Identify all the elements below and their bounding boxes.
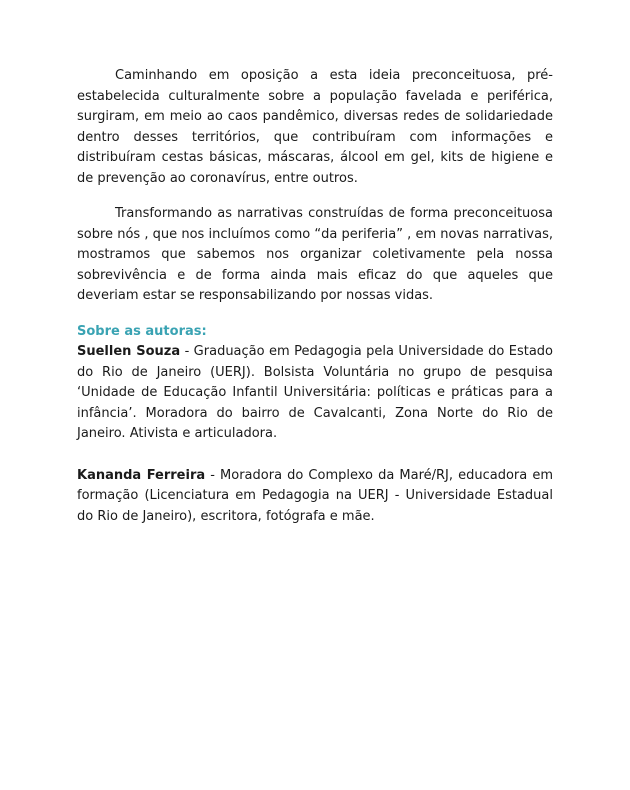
author-bio-kananda (77, 466, 553, 528)
document-body (77, 66, 553, 527)
authors-heading: Sobre as autoras: (77, 323, 207, 339)
body-paragraph-1: Caminhando em oposição a esta ideia preconceituosa, pré-estabelecida culturalmente sobre a população favelada e periférica, surgiram, em meio ao caos pandêmico, diversas redes de solidariedade dentro desses territórios, que contribuíram com informações e distribuíram cestas básicas, máscaras, álcool em gel, kits de higiene e de prevenção ao coronavírus, entre outros. (77, 68, 553, 186)
author-name: Suellen Souza (77, 344, 181, 359)
author-description: - Graduação em Pedagogia pela Universidade do Estado do Rio de Janeiro (UERJ). Bolsista Voluntária no grupo de pesquisa ‘Unidade de Educação Infantil Universitária: políticas e práticas para a infância’. Moradora do bairro de Cavalcanti, Zona Norte do Rio de Janeiro. Ativista e articuladora. (77, 344, 553, 441)
author-bio-suellen (77, 342, 553, 445)
author-name: Kananda Ferreira (77, 467, 206, 483)
body-paragraph-2: Transformando as narrativas construídas de forma preconceituosa sobre nós , que nos incluímos como “da periferia” , em novas narrativas, mostramos que sabemos nos organizar coletivamente pela nossa sobrevivência e de forma ainda mais eficaz do que aqueles que deveriam estar se responsabilizando por nossas vidas. (77, 206, 553, 303)
author-description: - Moradora do Complexo da Maré/RJ, educadora em formação (Licenciatura em Pedagogia na UERJ - Universidade Estadual do Rio de Janeiro), escritora, fotógrafa e mãe. (77, 467, 553, 524)
